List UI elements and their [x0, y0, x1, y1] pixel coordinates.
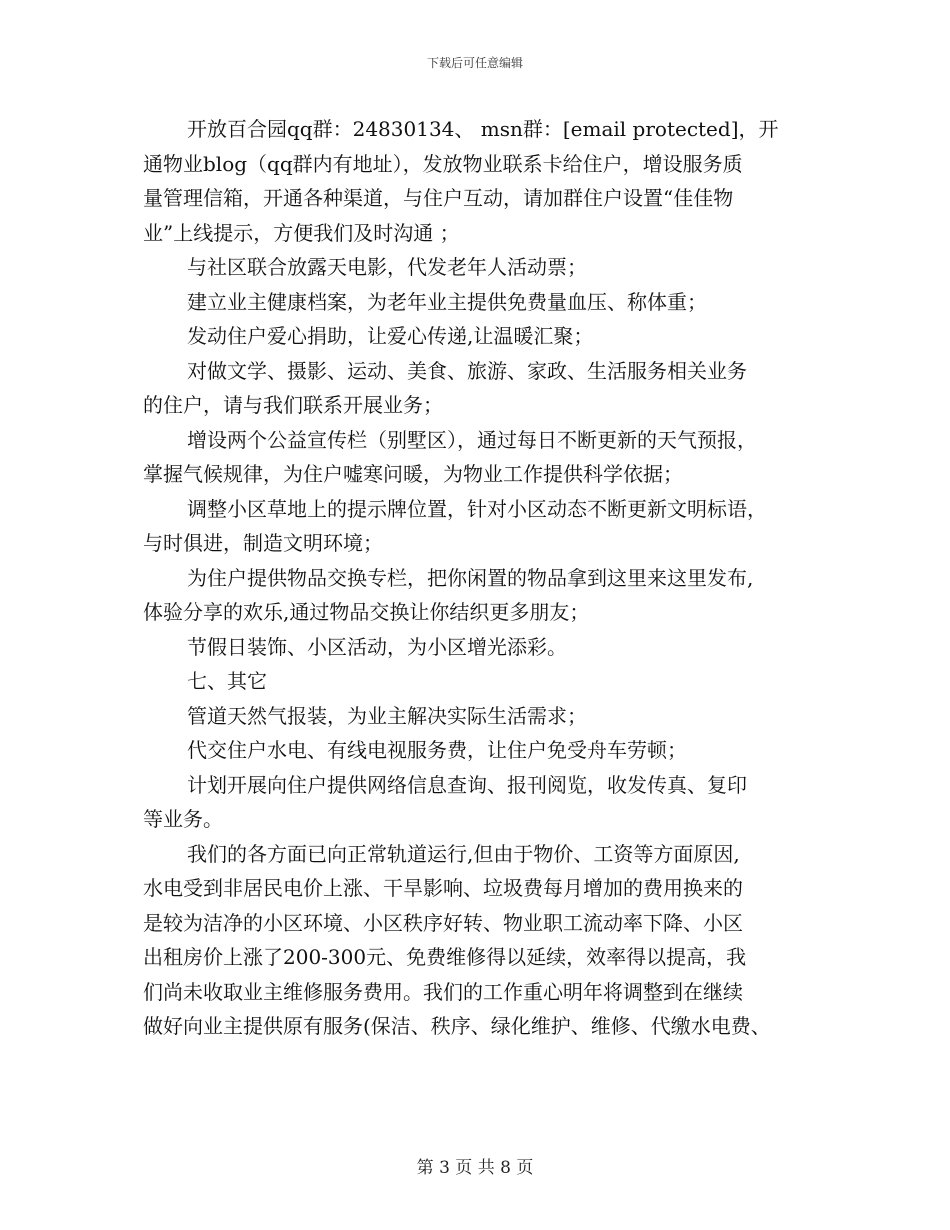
text-line: 七、其它	[187, 669, 267, 693]
page-footer: 第 3 页 共 8 页	[416, 1158, 534, 1178]
text-line: 管道天然气报装，为业主解决实际生活需求；	[187, 703, 587, 728]
text-line: 我们的各方面已向正常轨道运行,但由于物价、工资等方面原因,	[187, 841, 740, 866]
text-line: 体验分享的欢乐,通过物品交换让你结织更多朋友；	[143, 600, 590, 624]
text-line: 们尚未收取业主维修服务费用。我们的工作重心明年将调整到在继续	[143, 979, 743, 1004]
text-line: 与时俱进，制造文明环境；	[143, 531, 383, 555]
text-line: 为住户提供物品交换专栏，把你闲置的物品拿到这里来这里发布,	[187, 565, 754, 590]
text-line: 的住户，请与我们联系开展业务；	[143, 393, 443, 417]
text-line: 做好向业主提供原有服务(保洁、秩序、绿化维护、维修、代缴水电费、	[143, 1014, 771, 1038]
text-line: 是较为洁净的小区环境、小区秩序好转、物业职工流动率下降、小区	[143, 910, 743, 935]
text-line: 代交住户水电、有线电视服务费，让住户免受舟车劳顿；	[187, 738, 687, 762]
text-line: 业”上线提示，方便我们及时沟通 ；	[143, 220, 460, 245]
text-line: 水电受到非居民电价上涨、干旱影响、垃圾费每月增加的费用换来的	[143, 876, 743, 900]
text-line: 建立业主健康档案，为老年业主提供免费量血压、称体重；	[187, 289, 707, 314]
text-line: 增设两个公益宣传栏（别墅区），通过每日不断更新的天气预报，	[187, 427, 757, 452]
text-line: 计划开展向住户提供网络信息查询、报刊阅览，收发传真、复印	[187, 772, 747, 797]
page-header: 下载后可任意编辑	[426, 56, 523, 70]
document-body	[143, 112, 823, 1044]
text-line: 调整小区草地上的提示牌位置，针对小区动态不断更新文明标语，	[187, 496, 767, 521]
text-line: 等业务。	[143, 807, 223, 831]
text-line: 发动住户爱心捐助，让爱心传递,让温暖汇聚；	[187, 324, 594, 348]
text-line: 掌握气候规律，为住户嘘寒问暖，为物业工作提供科学依据；	[143, 462, 683, 486]
text-line: 开放百合园qq群：24830134、 msn群：[email protected]，开	[187, 117, 779, 141]
text-line: 对做文学、摄影、运动、美食、旅游、家政、生活服务相关业务	[187, 358, 747, 383]
text-line: 与社区联合放露天电影，代发老年人活动票；	[187, 255, 587, 279]
text-line: 通物业blog（qq群内有地址），发放物业联系卡给住户，增设服务质	[143, 151, 743, 176]
text-line: 出租房价上涨了200-300元、免费维修得以延续，效率得以提高，我	[143, 945, 747, 969]
text-line: 量管理信箱，开通各种渠道，与住户互动，请加群住户设置“佳佳物	[143, 186, 734, 210]
text-line: 节假日装饰、小区活动，为小区增光添彩。	[187, 634, 567, 659]
